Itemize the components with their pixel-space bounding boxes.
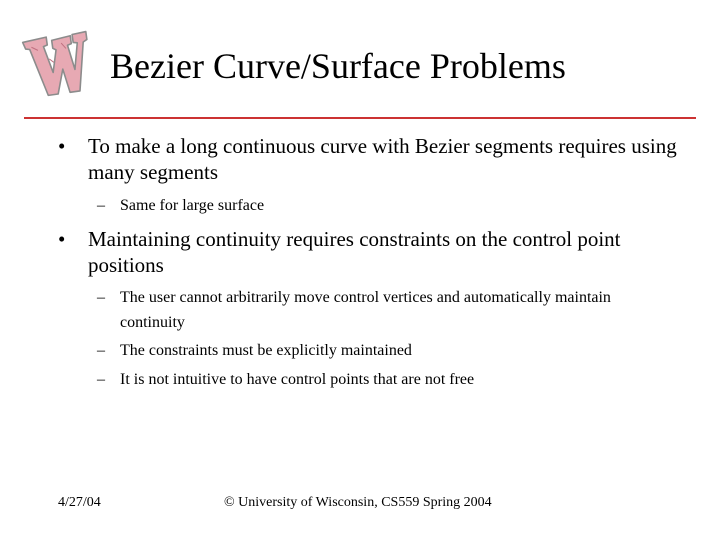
bullet-icon: •	[58, 227, 66, 251]
bullet-text: To make a long continuous curve with Bezier segments requires using many segments	[88, 134, 677, 184]
dash-icon: –	[97, 342, 105, 359]
dash-icon: –	[97, 289, 105, 306]
dash-icon: –	[97, 197, 105, 214]
sub-bullet-text: It is not intuitive to have control points that are not free	[120, 371, 475, 388]
dash-icon: –	[97, 371, 105, 388]
bullet-item	[58, 226, 678, 278]
slide-title: Bezier Curve/Surface Problems	[110, 46, 566, 86]
bullet-text: Maintaining continuity requires constraints on the control point positions	[88, 227, 621, 277]
sub-bullet-item	[97, 193, 677, 218]
footer-copyright: © University of Wisconsin, CS559 Spring 2004	[224, 495, 492, 510]
sub-bullet-text: Same for large surface	[120, 197, 265, 214]
sub-bullet-text: The user cannot arbitrarily move control vertices and automatically maintain continuity	[120, 289, 611, 331]
footer-date: 4/27/04	[58, 495, 101, 510]
bullet-item	[58, 133, 678, 185]
sub-bullet-text: The constraints must be explicitly maintained	[120, 342, 412, 359]
sub-bullet-item	[97, 285, 677, 335]
bullet-icon: •	[58, 134, 66, 158]
sub-bullet-item	[97, 338, 677, 363]
sub-bullet-item	[97, 367, 677, 392]
